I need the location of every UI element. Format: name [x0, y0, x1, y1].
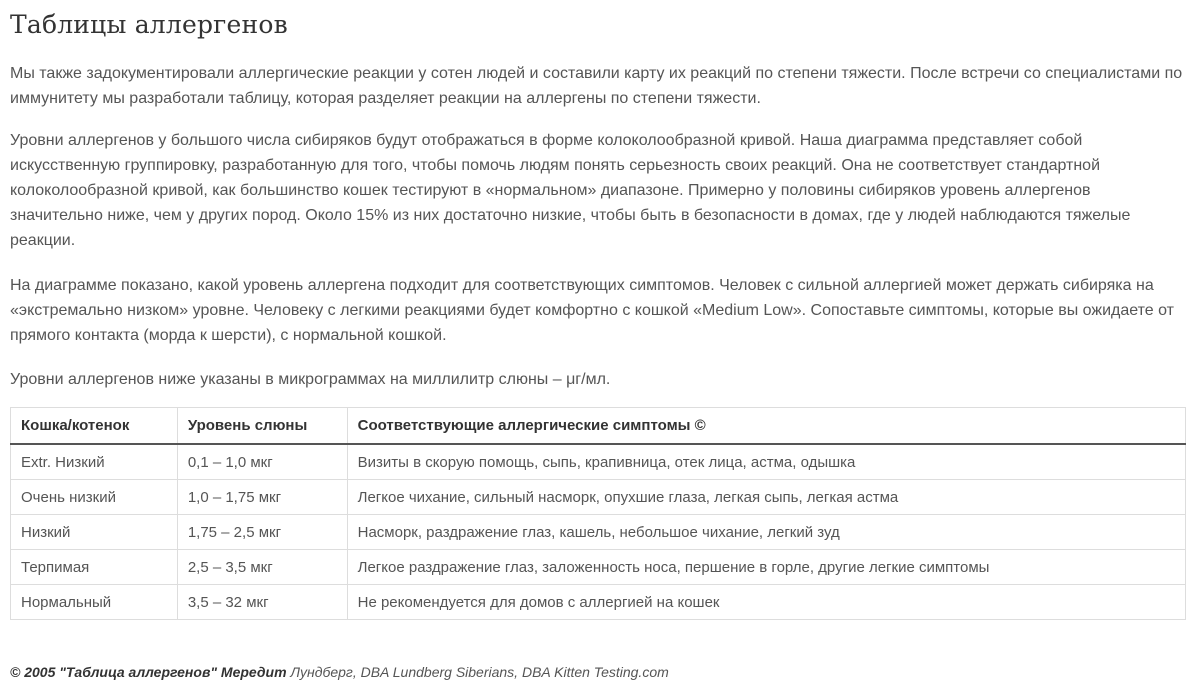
cell-symptoms: Легкое чихание, сильный насморк, опухшие глаза, легкая сыпь, легкая астма: [347, 480, 1185, 515]
cell-saliva: 2,5 – 3,5 мкг: [177, 550, 347, 585]
table-header-row: [11, 408, 1186, 445]
allergen-table: [10, 407, 1186, 620]
cell-saliva: 1,75 – 2,5 мкг: [177, 515, 347, 550]
header-symptoms: Соответствующие аллергические симптомы ©: [347, 408, 1185, 445]
symptoms-paragraph: На диаграмме показано, какой уровень аллергена подходит для соответствующих симптомов. Человек с сильной аллергией может держать сибиряка на «экстремально низком» уровне. Человеку с легкими реакциями будет комфортно с кошкой «Medium Low». Сопоставьте симптомы, которые вы ожидаете от прямого контакта (морда к шерсти), с нормальной кошкой.: [10, 277, 1174, 344]
page-title: Таблицы аллергенов: [10, 10, 288, 39]
header-saliva-level: Уровень слюны: [177, 408, 347, 445]
cell-level: Терпимая: [11, 550, 178, 585]
units-paragraph: Уровни аллергенов ниже указаны в микрограммах на миллилитр слюны – μг/мл.: [10, 371, 611, 388]
cell-level: Низкий: [11, 515, 178, 550]
bell-curve-paragraph: Уровни аллергенов у большого числа сибиряков будут отображаться в форме колоколообразной кривой. Наша диаграмма представляет собой искусственную группировку, разработанную для того, чтобы помочь людям понять серьезность своих реакций. Она не соответствует стандартной колоколообразной кривой, как большинство кошек тестируют в «нормальном» диапазоне. Примерно у половины сибиряков уровень аллергенов значительно ниже, чем у других пород. Около 15% из них достаточно низкие, чтобы быть в безопасности в домах, где у людей наблюдаются тяжелые реакции.: [10, 132, 1131, 249]
table-row: [11, 444, 1186, 480]
cell-symptoms: Насморк, раздражение глаз, кашель, небольшое чихание, легкий зуд: [347, 515, 1185, 550]
cell-saliva: 0,1 – 1,0 мкг: [177, 444, 347, 480]
cell-saliva: 1,0 – 1,75 мкг: [177, 480, 347, 515]
copyright-rest: Лундберг, DBA Lundberg Siberians, DBA Kitten Testing.com: [286, 664, 669, 680]
allergen-table-container: [10, 407, 1186, 620]
copyright-bold: © 2005 "Таблица аллергенов" Мередит: [10, 664, 287, 680]
cell-level: Extr. Низкий: [11, 444, 178, 480]
copyright-footer: [10, 662, 669, 682]
table-row: [11, 515, 1186, 550]
cell-symptoms: Легкое раздражение глаз, заложенность носа, першение в горле, другие легкие симптомы: [347, 550, 1185, 585]
header-cat: Кошка/котенок: [11, 408, 178, 445]
cell-symptoms: Визиты в скорую помощь, сыпь, крапивница, отек лица, астма, одышка: [347, 444, 1185, 480]
cell-level: Нормальный: [11, 585, 178, 620]
cell-saliva: 3,5 – 32 мкг: [177, 585, 347, 620]
table-row: [11, 480, 1186, 515]
cell-symptoms: Не рекомендуется для домов с аллергией на кошек: [347, 585, 1185, 620]
cell-level: Очень низкий: [11, 480, 178, 515]
table-row: [11, 550, 1186, 585]
intro-paragraph: Мы также задокументировали аллергические реакции у сотен людей и составили карту их реакций по степени тяжести. После встречи со специалистами по иммунитету мы разработали таблицу, которая разделяет реакции на аллергены по степени тяжести.: [10, 65, 1183, 107]
table-row: [11, 585, 1186, 620]
